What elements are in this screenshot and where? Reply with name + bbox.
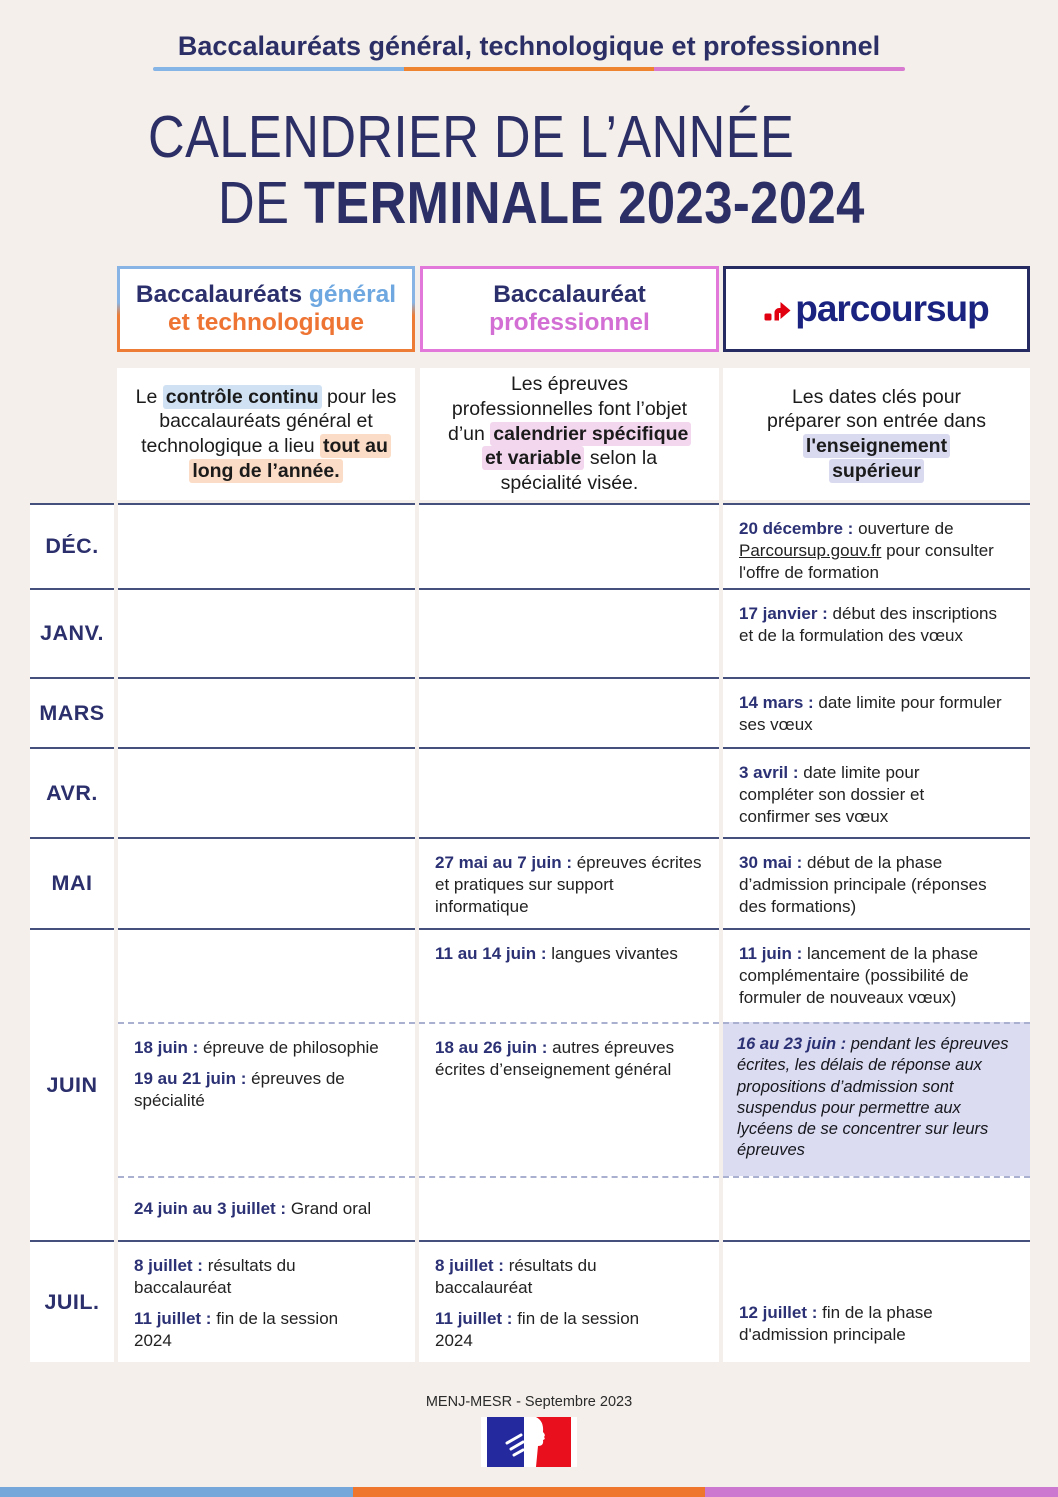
description-parcoursup: [723, 368, 1030, 500]
cell-juin2-parcoursup-suspension: [723, 1022, 1030, 1176]
title-line2-bold: TERMINALE 2023-2024: [303, 170, 865, 236]
cell-juin3-pro-empty: [419, 1176, 719, 1240]
event-18-26-juin: 18 au 26 juin : autres épreuves écrites d’enseignement général: [435, 1038, 675, 1080]
event-30-mai: 30 mai : début de la phase d’admission principale (réponses des formations): [739, 853, 987, 917]
event-8-juillet-pro: 8 juillet : résultats du baccalauréat: [435, 1256, 597, 1298]
event-11-juillet-gt: 11 juillet : fin de la session 2024: [134, 1309, 339, 1351]
cell-mai-pro: [419, 837, 719, 928]
description-text: Les dates clés pour préparer son entrée dans l'enseignement supérieur: [767, 385, 986, 482]
month-label-mars: MARS: [30, 677, 114, 747]
cell-juil-general: [118, 1240, 415, 1362]
calendar-table: [30, 503, 1030, 1362]
footer-credit: MENJ-MESR - Septembre 2023: [425, 1394, 633, 1410]
cell-avr-general-empty: [118, 747, 415, 837]
cell-juil-parcoursup: [723, 1240, 1030, 1362]
page-subtitle: Baccalauréats général, technologique et professionnel: [177, 31, 881, 61]
cell-mars-parcoursup: [723, 677, 1030, 747]
page-title-line2: [218, 169, 865, 237]
month-label-juin: JUIN: [30, 928, 114, 1240]
cell-juin1-parcoursup: [723, 928, 1030, 1022]
title-line2-regular: DE: [218, 170, 304, 236]
cell-juin3-general: [118, 1176, 415, 1240]
description-text: Les épreuves professionnelles font l’objet d’un calendrier spécifique et variable selon la spécialité visée.: [448, 372, 691, 496]
month-label-mai: MAI: [30, 837, 114, 928]
stripe-pink-segment: [705, 1487, 1058, 1497]
cell-janv-parcoursup: [723, 588, 1030, 677]
event-19-21-juin: 19 au 21 juin : épreuves de spécialité: [134, 1069, 345, 1111]
month-label-juil: JUIL.: [30, 1240, 114, 1362]
column-header-bac-general-technologique: [117, 266, 415, 352]
cell-dec-general-empty: [118, 503, 415, 588]
cell-mai-general-empty: [118, 837, 415, 928]
cell-juin2-general: [118, 1022, 415, 1176]
event-11-juin: 11 juin : lancement de la phase complémentaire (possibilité de formuler de nouveaux vœux): [739, 944, 979, 1008]
page-title-line1: CALENDRIER DE L’ANNÉE: [148, 104, 795, 170]
description-bac-professionnel: [420, 368, 719, 500]
header-line2: et technologique: [168, 309, 364, 336]
stripe-blue-segment: [0, 1487, 353, 1497]
underline-orange-segment: [404, 67, 655, 71]
cell-dec-parcoursup: [723, 503, 1030, 588]
cell-juin1-pro: [419, 928, 719, 1022]
event-8-juillet-gt: 8 juillet : résultats du baccalauréat: [134, 1256, 296, 1298]
underline-pink-segment: [654, 67, 905, 71]
header-line1: Baccalauréat: [493, 281, 646, 309]
bottom-tricolor-stripe: [0, 1487, 1058, 1497]
event-17-janvier: 17 janvier : début des inscriptions et de la formulation des vœux: [739, 604, 997, 646]
month-label-dec: DÉC.: [30, 503, 114, 588]
event-11-juillet-pro: 11 juillet : fin de la session 2024: [435, 1309, 640, 1351]
highlight-calendrier-specifique: calendrier spécifique et variable: [482, 422, 691, 471]
cell-mars-general-empty: [118, 677, 415, 747]
event-18-juin: 18 juin : épreuve de philosophie: [134, 1038, 379, 1057]
month-label-janv: JANV.: [30, 588, 114, 677]
month-label-avr: AVR.: [30, 747, 114, 837]
highlight-controle-continu: contrôle continu: [163, 385, 322, 409]
parcoursup-link[interactable]: Parcoursup.gouv.fr: [739, 541, 882, 561]
event-11-14-juin: 11 au 14 juin : langues vivantes: [435, 944, 678, 963]
highlight-enseignement-superieur: l'enseignement supérieur: [803, 434, 950, 483]
cell-mai-parcoursup: [723, 837, 1030, 928]
column-header-parcoursup: [723, 266, 1030, 352]
cell-juin1-general-empty: [118, 928, 415, 1022]
header-line2: professionnel: [489, 309, 650, 336]
event-27-mai-7-juin: 27 mai au 7 juin : épreuves écrites et pratiques sur support informatique: [435, 853, 702, 917]
description-text: Le contrôle continu pour les baccalauréats général et technologique a lieu tout au long de l’année.: [135, 385, 397, 482]
highlight-tout-au-long: tout au long de l’année.: [189, 434, 391, 483]
event-20-decembre: 20 décembre : ouverture de Parcoursup.gouv.fr pour consulter l'offre de formation: [739, 519, 994, 583]
cell-dec-pro-empty: [419, 503, 719, 588]
cell-mars-pro-empty: [419, 677, 719, 747]
cell-janv-pro-empty: [419, 588, 719, 677]
event-3-avril: 3 avril : date limite pour compléter son dossier et confirmer ses vœux: [739, 763, 925, 827]
cell-janv-general-empty: [118, 588, 415, 677]
event-24-juin-3-juillet: 24 juin au 3 juillet : Grand oral: [134, 1198, 372, 1218]
cell-juin2-pro: [419, 1022, 719, 1176]
stripe-orange-segment: [353, 1487, 706, 1497]
republique-francaise-logo: [481, 1417, 577, 1472]
underline-blue-segment: [153, 67, 404, 71]
description-bac-general: [117, 368, 415, 500]
cell-avr-pro-empty: [419, 747, 719, 837]
event-16-23-juin: 16 au 23 juin : pendant les épreuves écrites, les délais de réponse aux propositions d’admission sont suspendus pour permettre aux lycéens de se concentrer sur leurs épreuves: [737, 1035, 1009, 1160]
cell-juin3-parcoursup-empty: [723, 1176, 1030, 1240]
cell-avr-parcoursup: [723, 747, 1030, 837]
parcoursup-logo-text: parcoursup: [795, 288, 989, 330]
event-12-juillet: 12 juillet : fin de la phase d'admission principale: [739, 1302, 933, 1344]
tricolor-underline: [153, 67, 905, 71]
event-14-mars: 14 mars : date limite pour formuler ses vœux: [739, 693, 1002, 735]
cell-juil-pro: [419, 1240, 719, 1362]
column-header-bac-professionnel: [420, 266, 719, 352]
parcoursup-arrow-icon: [764, 295, 791, 329]
header-line1: Baccalauréats général: [135, 281, 397, 309]
